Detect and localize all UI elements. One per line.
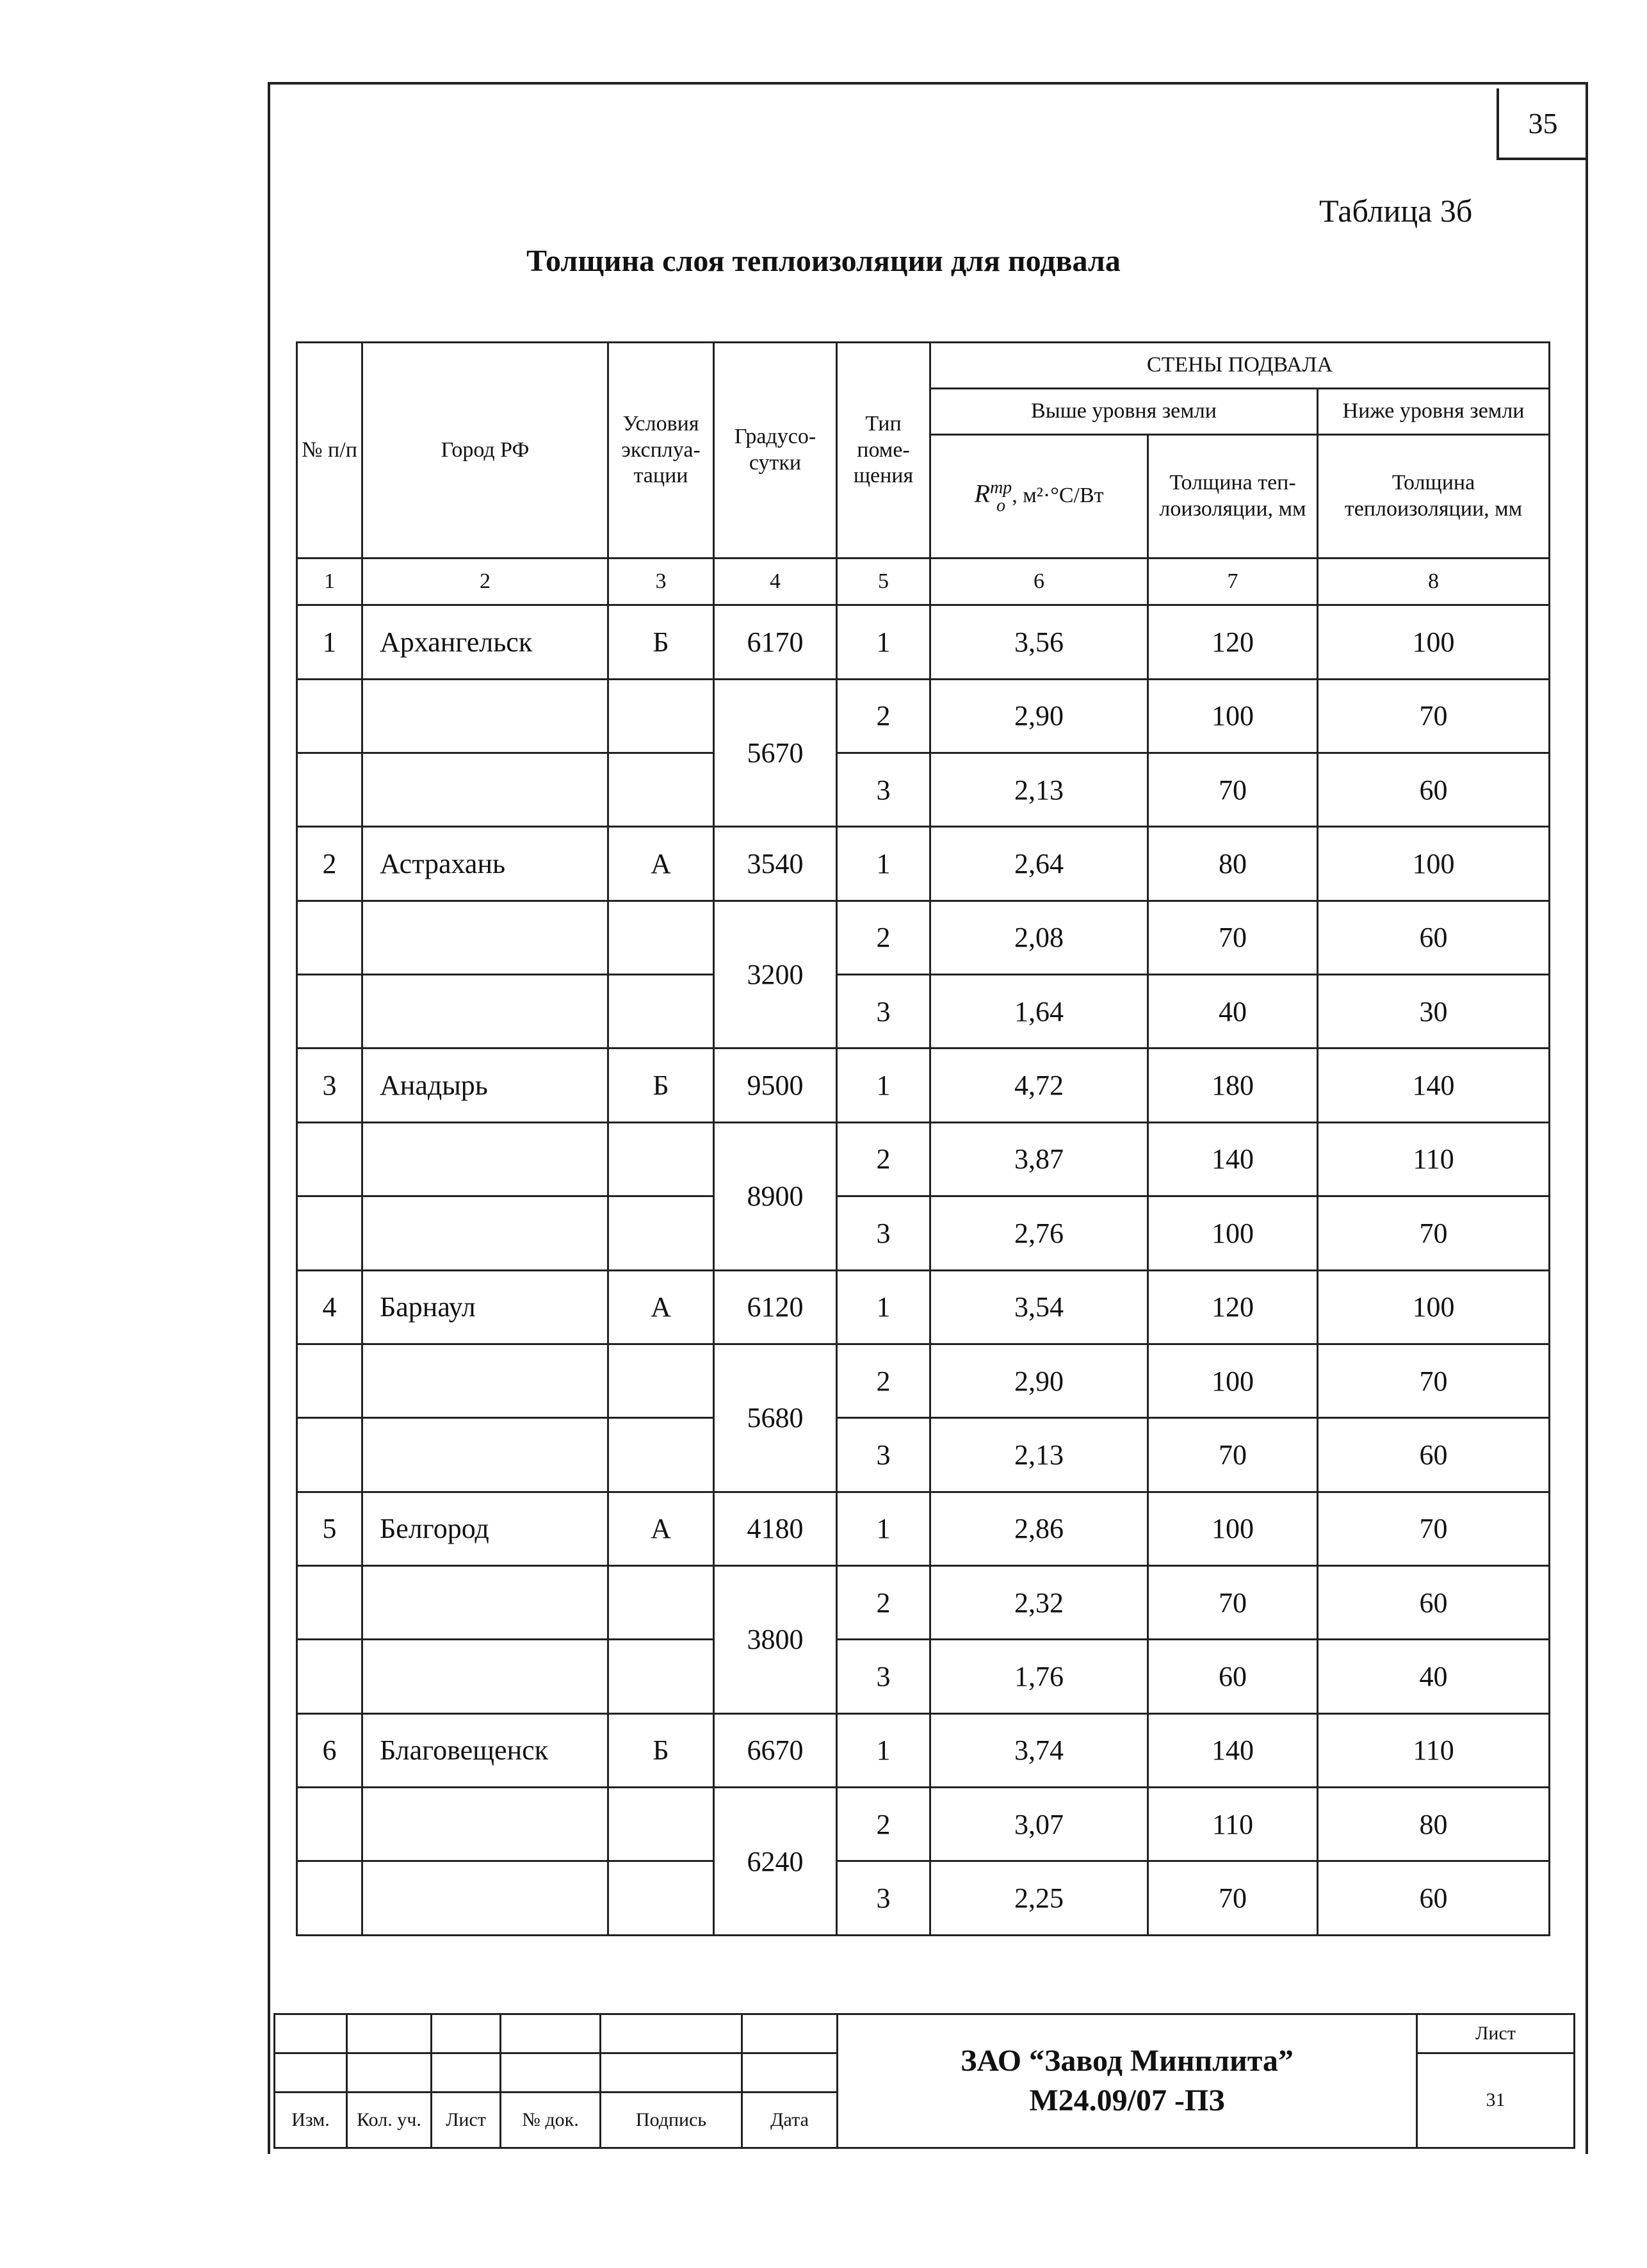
resistance-subscript: о (996, 495, 1006, 516)
room-type: 3 (837, 1196, 930, 1270)
table-row (297, 1861, 1550, 1936)
thermal-resistance: 3,07 (930, 1788, 1148, 1861)
degree-days: 6120 (714, 1270, 837, 1344)
operating-conditions-empty (608, 679, 714, 753)
header-thickness-below: Толщина теплоизоляции, мм (1318, 435, 1550, 559)
header-conditions: Условия эксплуа-тации (608, 343, 714, 559)
row-number-empty (297, 1788, 362, 1861)
thickness-below-ground: 60 (1318, 1565, 1550, 1639)
thermal-resistance: 3,54 (930, 1270, 1148, 1344)
column-index: 3 (608, 559, 714, 605)
header-above-ground: Выше уровня земли (930, 389, 1318, 435)
company-name: ЗАО “Завод Минплита” (961, 2043, 1294, 2078)
table-row (297, 1640, 1550, 1713)
thickness-above-ground: 100 (1148, 1196, 1318, 1270)
sheet-number: 31 (1417, 2053, 1575, 2148)
thickness-above-ground: 70 (1148, 1418, 1318, 1492)
row-number: 3 (297, 1048, 362, 1122)
row-number-empty (297, 1122, 362, 1196)
degree-days: 3200 (714, 901, 837, 1048)
thermal-resistance: 2,90 (930, 679, 1148, 753)
room-type: 1 (837, 1048, 930, 1122)
table-row (297, 1713, 1550, 1787)
thickness-below-ground: 70 (1318, 1492, 1550, 1565)
header-room-type: Тип поме-щения (837, 343, 930, 559)
table-row (297, 1565, 1550, 1639)
header-degree-days: Градусо-сутки (714, 343, 837, 559)
degree-days: 6240 (714, 1788, 837, 1936)
city-name-empty (362, 679, 608, 753)
thermal-resistance: 2,25 (930, 1861, 1148, 1936)
sheet-label: Лист (1417, 2014, 1575, 2053)
row-number: 1 (297, 605, 362, 679)
thermal-resistance: 2,86 (930, 1492, 1148, 1565)
insulation-table (296, 341, 1550, 1936)
thickness-below-ground: 60 (1318, 1861, 1550, 1936)
header-basement-walls: СТЕНЫ ПОДВАЛА (930, 343, 1550, 389)
header-below-ground: Ниже уровня земли (1318, 389, 1550, 435)
thickness-above-ground: 70 (1148, 1565, 1318, 1639)
title-block (273, 2013, 1575, 2149)
thickness-below-ground: 70 (1318, 1344, 1550, 1417)
column-index: 6 (930, 559, 1148, 605)
stamp-label: Подпись (601, 2092, 742, 2148)
table-row (297, 605, 1550, 679)
operating-conditions: Б (608, 1048, 714, 1122)
thickness-below-ground: 60 (1318, 901, 1550, 974)
row-number-empty (297, 1861, 362, 1936)
table-row (297, 1270, 1550, 1344)
operating-conditions-empty (608, 1861, 714, 1936)
thickness-above-ground: 100 (1148, 679, 1318, 753)
thickness-below-ground: 110 (1318, 1713, 1550, 1787)
operating-conditions-empty (608, 1344, 714, 1417)
thickness-below-ground: 70 (1318, 1196, 1550, 1270)
operating-conditions-empty (608, 1122, 714, 1196)
table-row (297, 1492, 1550, 1565)
thickness-above-ground: 70 (1148, 1861, 1318, 1936)
company-block (838, 2014, 1417, 2148)
thickness-below-ground: 100 (1318, 605, 1550, 679)
table-row (297, 679, 1550, 753)
thickness-above-ground: 70 (1148, 901, 1318, 974)
degree-days: 3540 (714, 827, 837, 901)
thermal-resistance: 1,76 (930, 1640, 1148, 1713)
thickness-above-ground: 100 (1148, 1344, 1318, 1417)
thickness-above-ground: 120 (1148, 1270, 1318, 1344)
room-type: 1 (837, 605, 930, 679)
thermal-resistance: 4,72 (930, 1048, 1148, 1122)
city-name-empty (362, 753, 608, 827)
stamp-label: Лист (432, 2092, 501, 2148)
operating-conditions-empty (608, 1640, 714, 1713)
city-name-empty (362, 975, 608, 1048)
city-name: Анадырь (362, 1048, 608, 1122)
thickness-below-ground: 70 (1318, 679, 1550, 753)
thermal-resistance: 2,90 (930, 1344, 1148, 1417)
row-number-empty (297, 1344, 362, 1417)
row-number-empty (297, 1640, 362, 1713)
column-index: 2 (362, 559, 608, 605)
thermal-resistance: 2,32 (930, 1565, 1148, 1639)
degree-days: 6670 (714, 1713, 837, 1787)
thickness-above-ground: 100 (1148, 1492, 1318, 1565)
thickness-above-ground: 180 (1148, 1048, 1318, 1122)
row-number-empty (297, 1196, 362, 1270)
thickness-above-ground: 120 (1148, 605, 1318, 679)
operating-conditions: Б (608, 1713, 714, 1787)
operating-conditions-empty (608, 975, 714, 1048)
header-no: № п/п (297, 343, 362, 559)
thickness-below-ground: 60 (1318, 753, 1550, 827)
operating-conditions: Б (608, 605, 714, 679)
room-type: 2 (837, 1565, 930, 1639)
column-index: 7 (1148, 559, 1318, 605)
degree-days: 6170 (714, 605, 837, 679)
operating-conditions-empty (608, 901, 714, 974)
city-name: Белгород (362, 1492, 608, 1565)
row-number: 6 (297, 1713, 362, 1787)
thermal-resistance: 3,87 (930, 1122, 1148, 1196)
thermal-resistance: 2,13 (930, 1418, 1148, 1492)
table-row (297, 1418, 1550, 1492)
thermal-resistance: 3,74 (930, 1713, 1148, 1787)
room-type: 2 (837, 679, 930, 753)
degree-days: 3800 (714, 1565, 837, 1713)
room-type: 3 (837, 1640, 930, 1713)
table-row (297, 1048, 1550, 1122)
resistance-units: , м²·°С/Вт (1012, 483, 1104, 507)
page-title: Толщина слоя теплоизоляции для подвала (526, 244, 1121, 278)
thermal-resistance: 2,13 (930, 753, 1148, 827)
table-row (297, 901, 1550, 974)
city-name-empty (362, 901, 608, 974)
thickness-below-ground: 140 (1318, 1048, 1550, 1122)
city-name-empty (362, 1788, 608, 1861)
operating-conditions-empty (608, 1565, 714, 1639)
thickness-below-ground: 80 (1318, 1788, 1550, 1861)
thermal-resistance: 2,64 (930, 827, 1148, 901)
city-name-empty (362, 1565, 608, 1639)
city-name: Астрахань (362, 827, 608, 901)
stamp-label: № док. (501, 2092, 601, 2148)
operating-conditions: А (608, 1270, 714, 1344)
column-index: 8 (1318, 559, 1550, 605)
room-type: 1 (837, 1713, 930, 1787)
row-number-empty (297, 1565, 362, 1639)
city-name-empty (362, 1640, 608, 1713)
room-type: 3 (837, 753, 930, 827)
thickness-above-ground: 140 (1148, 1713, 1318, 1787)
room-type: 1 (837, 1270, 930, 1344)
document-code: М24.09/07 -ПЗ (1029, 2084, 1225, 2117)
row-number-empty (297, 975, 362, 1048)
thickness-below-ground: 110 (1318, 1122, 1550, 1196)
header-thickness-above: Толщина теп-лоизоляции, мм (1148, 435, 1318, 559)
operating-conditions-empty (608, 753, 714, 827)
header-resistance (930, 435, 1148, 559)
row-number-empty (297, 901, 362, 974)
room-type: 2 (837, 1788, 930, 1861)
row-number: 2 (297, 827, 362, 901)
row-number-empty (297, 679, 362, 753)
city-name-empty (362, 1122, 608, 1196)
thermal-resistance: 3,56 (930, 605, 1148, 679)
city-name: Барнаул (362, 1270, 608, 1344)
table-row (297, 827, 1550, 901)
table-row (297, 1344, 1550, 1417)
room-type: 3 (837, 1861, 930, 1936)
thermal-resistance: 1,64 (930, 975, 1148, 1048)
thickness-above-ground: 40 (1148, 975, 1318, 1048)
stamp-label: Кол. уч. (347, 2092, 432, 2148)
room-type: 3 (837, 975, 930, 1048)
degree-days: 5670 (714, 679, 837, 827)
table-row (297, 1788, 1550, 1861)
degree-days: 5680 (714, 1344, 837, 1492)
operating-conditions-empty (608, 1788, 714, 1861)
header-city: Город РФ (362, 343, 608, 559)
room-type: 1 (837, 827, 930, 901)
thermal-resistance: 2,76 (930, 1196, 1148, 1270)
thickness-below-ground: 100 (1318, 827, 1550, 901)
table-row (297, 1122, 1550, 1196)
city-name-empty (362, 1344, 608, 1417)
row-number-empty (297, 1418, 362, 1492)
thickness-below-ground: 30 (1318, 975, 1550, 1048)
table-row (297, 753, 1550, 827)
thickness-above-ground: 60 (1148, 1640, 1318, 1713)
table-row (297, 1196, 1550, 1270)
room-type: 2 (837, 1122, 930, 1196)
thickness-below-ground: 40 (1318, 1640, 1550, 1713)
city-name-empty (362, 1418, 608, 1492)
table-label: Таблица 3б (1319, 193, 1473, 229)
operating-conditions: А (608, 827, 714, 901)
thickness-above-ground: 70 (1148, 753, 1318, 827)
row-number-empty (297, 753, 362, 827)
stamp-label: Изм. (275, 2092, 347, 2148)
degree-days: 9500 (714, 1048, 837, 1122)
table-row (297, 975, 1550, 1048)
thickness-above-ground: 110 (1148, 1788, 1318, 1861)
operating-conditions-empty (608, 1196, 714, 1270)
column-index: 5 (837, 559, 930, 605)
resistance-superscript: тр (989, 477, 1012, 498)
room-type: 2 (837, 901, 930, 974)
operating-conditions-empty (608, 1418, 714, 1492)
room-type: 2 (837, 1344, 930, 1417)
city-name: Архангельск (362, 605, 608, 679)
row-number: 4 (297, 1270, 362, 1344)
thickness-below-ground: 60 (1318, 1418, 1550, 1492)
thickness-above-ground: 140 (1148, 1122, 1318, 1196)
degree-days: 4180 (714, 1492, 837, 1565)
degree-days: 8900 (714, 1122, 837, 1270)
stamp-label: Дата (742, 2092, 838, 2148)
thickness-below-ground: 100 (1318, 1270, 1550, 1344)
resistance-symbol: R (974, 478, 990, 508)
city-name: Благовещенск (362, 1713, 608, 1787)
operating-conditions: А (608, 1492, 714, 1565)
page-number: 35 (1497, 88, 1587, 160)
row-number: 5 (297, 1492, 362, 1565)
thickness-above-ground: 80 (1148, 827, 1318, 901)
city-name-empty (362, 1196, 608, 1270)
thermal-resistance: 2,08 (930, 901, 1148, 974)
city-name-empty (362, 1861, 608, 1936)
room-type: 1 (837, 1492, 930, 1565)
column-index: 1 (297, 559, 362, 605)
room-type: 3 (837, 1418, 930, 1492)
column-index: 4 (714, 559, 837, 605)
